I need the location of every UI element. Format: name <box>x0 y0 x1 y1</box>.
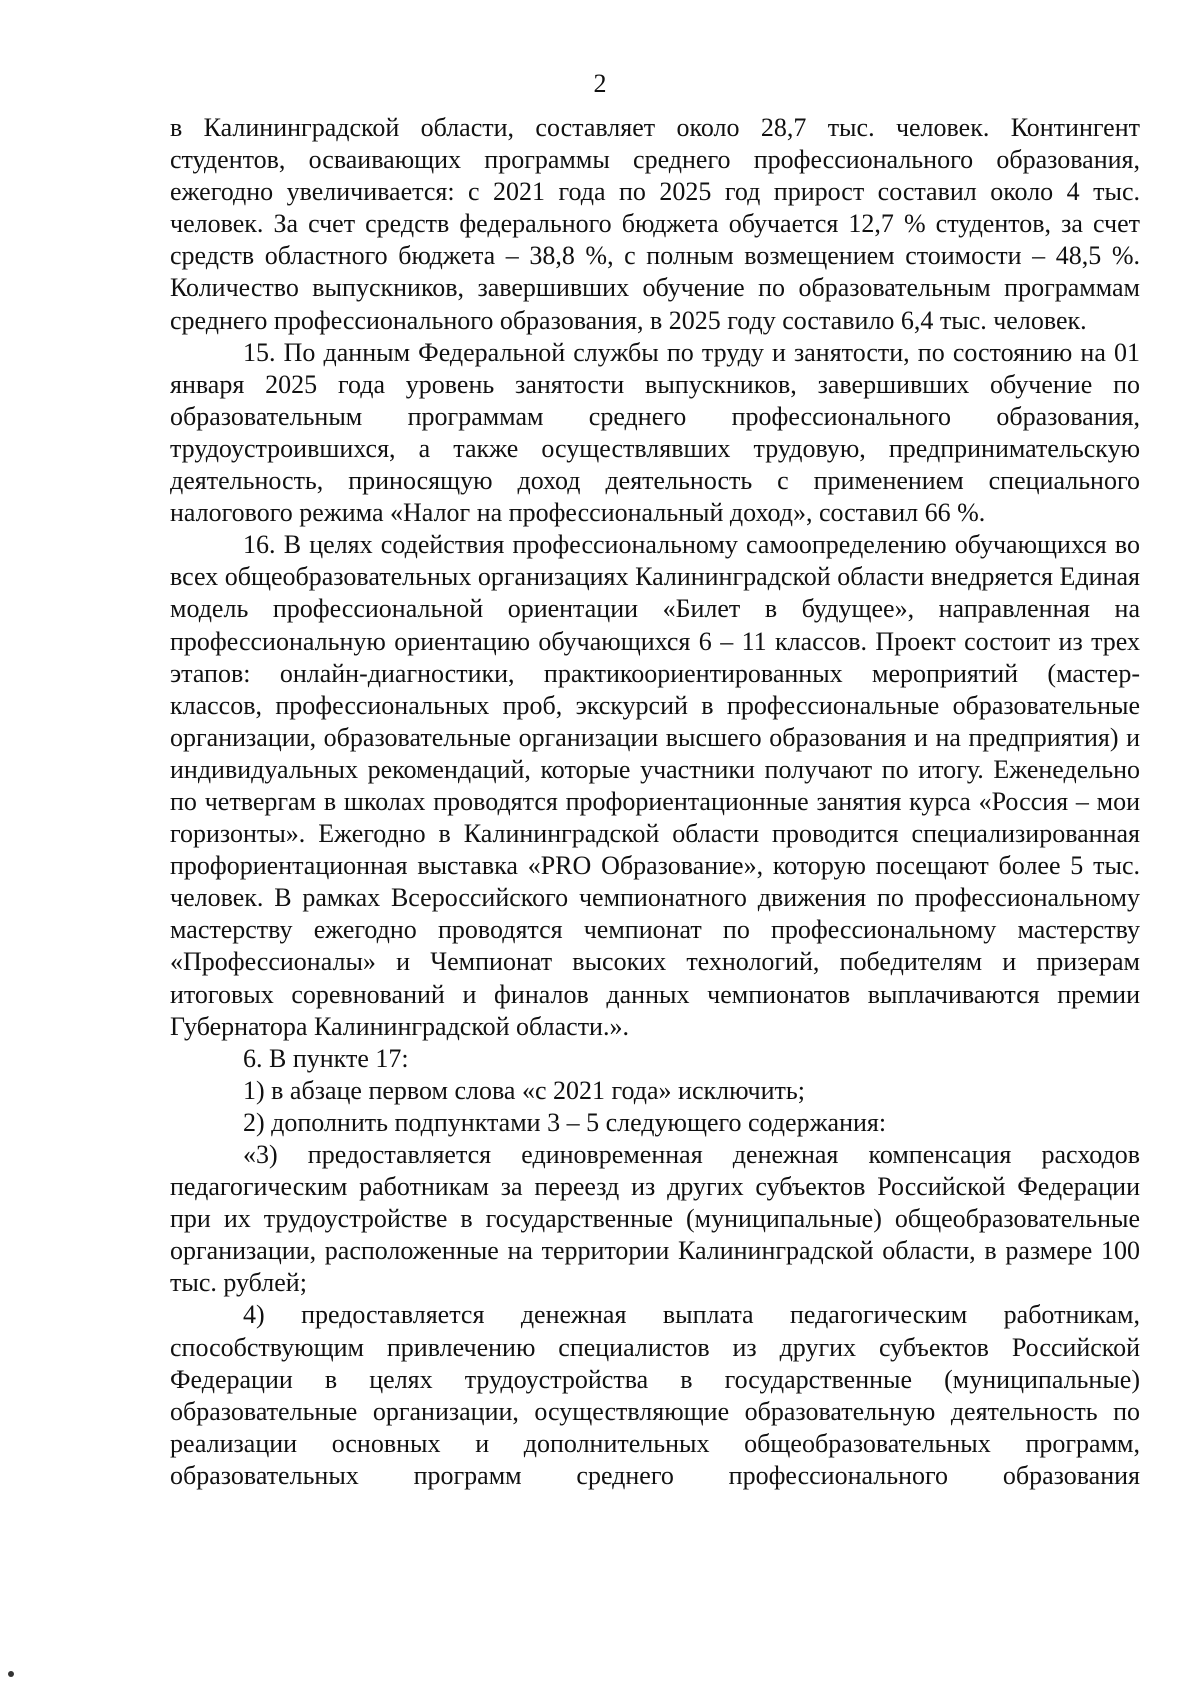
paragraph-subitem-4: 4) предоставляется денежная выплата педагогическим работникам, способствующим привлечению специалистов из других субъектов Российской Федерации в целях трудоустройства в государственные (муниципальные) образовательные организации, осуществляющие образовательную деятельность по реализации основных и дополнительных общеобразовательных программ, образовательных программ среднего профессионального образования <box>170 1300 1140 1490</box>
document-body <box>170 112 1140 1492</box>
paragraph-subitem-2: 2) дополнить подпунктами 3 – 5 следующего содержания: <box>243 1107 887 1137</box>
scan-mark <box>8 1671 14 1677</box>
paragraph-item-15: 15. По данным Федеральной службы по труду и занятости, по состоянию на 01 января 2025 года уровень занятости выпускников, завершивших обучение по образовательным программам среднего профессионального образования, трудоустроившихся, а также осуществлявших трудовую, предпринимательскую деятельность, приносящую доход деятельность с применением специального налогового режима «Налог на профессиональный доход», составил 66 %. <box>170 337 1140 528</box>
paragraph-subitem-3: «3) предоставляется единовременная денежная компенсация расходов педагогическим работникам за переезд из других субъектов Российской Федерации при их трудоустройстве в государственные (муниципальные) общеобразовательные организации, расположенные на территории Калининградской области, в размере 100 тыс. рублей; <box>170 1140 1140 1298</box>
page-number: 2 <box>593 69 607 98</box>
paragraph-subitem-1: 1) в абзаце первом слова «с 2021 года» исключить; <box>243 1075 805 1105</box>
paragraph-item-16: 16. В целях содействия профессиональному самоопределению обучающихся во всех общеобразовательных организациях Калининградской области внедряется Единая модель профессиональной ориентации «Билет в будущее», направленная на профессиональную ориентацию обучающихся 6 – 11 классов. Проект состоит из трех этапов: онлайн-диагностики, практикоориентированных мероприятий (мастер-классов, профессиональных проб, экскурсий в профессиональные образовательные организации, образовательные организации высшего образования и на предприятия) и индивидуальных рекомендаций, которые участники получают по итогу. Еженедельно по четвергам в школах проводятся профориентационные занятия курса «Россия – мои горизонты». Ежегодно в Калининградской области проводится специализированная профориентационная выставка «PRO Образование», которую посещают более 5 тыс. человек. В рамках Всероссийского чемпионатного движения по профессиональному мастерству ежегодно проводятся чемпионат по профессиональному мастерству «Профессионалы» и Чемпионат высоких технологий, победителям и призерам итоговых соревнований и финалов данных чемпионатов выплачиваются премии Губернатора Калининградской области.». <box>170 530 1140 1041</box>
paragraph-continuation: в Калининградской области, составляет около 28,7 тыс. человек. Контингент студентов, осваивающих программы среднего профессионального образования, ежегодно увеличивается: с 2021 года по 2025 год прирост составил около 4 тыс. человек. За счет средств федерального бюджета обучается 12,7 % студентов, за счет средств областного бюджета – 38,8 %, с полным возмещением стоимости – 48,5 %. Количество выпускников, завершивших обучение по образовательным программам среднего профессионального образования, в 2025 году составило 6,4 тыс. человек. <box>170 113 1140 335</box>
paragraph-amendment-6: 6. В пункте 17: <box>243 1043 409 1073</box>
